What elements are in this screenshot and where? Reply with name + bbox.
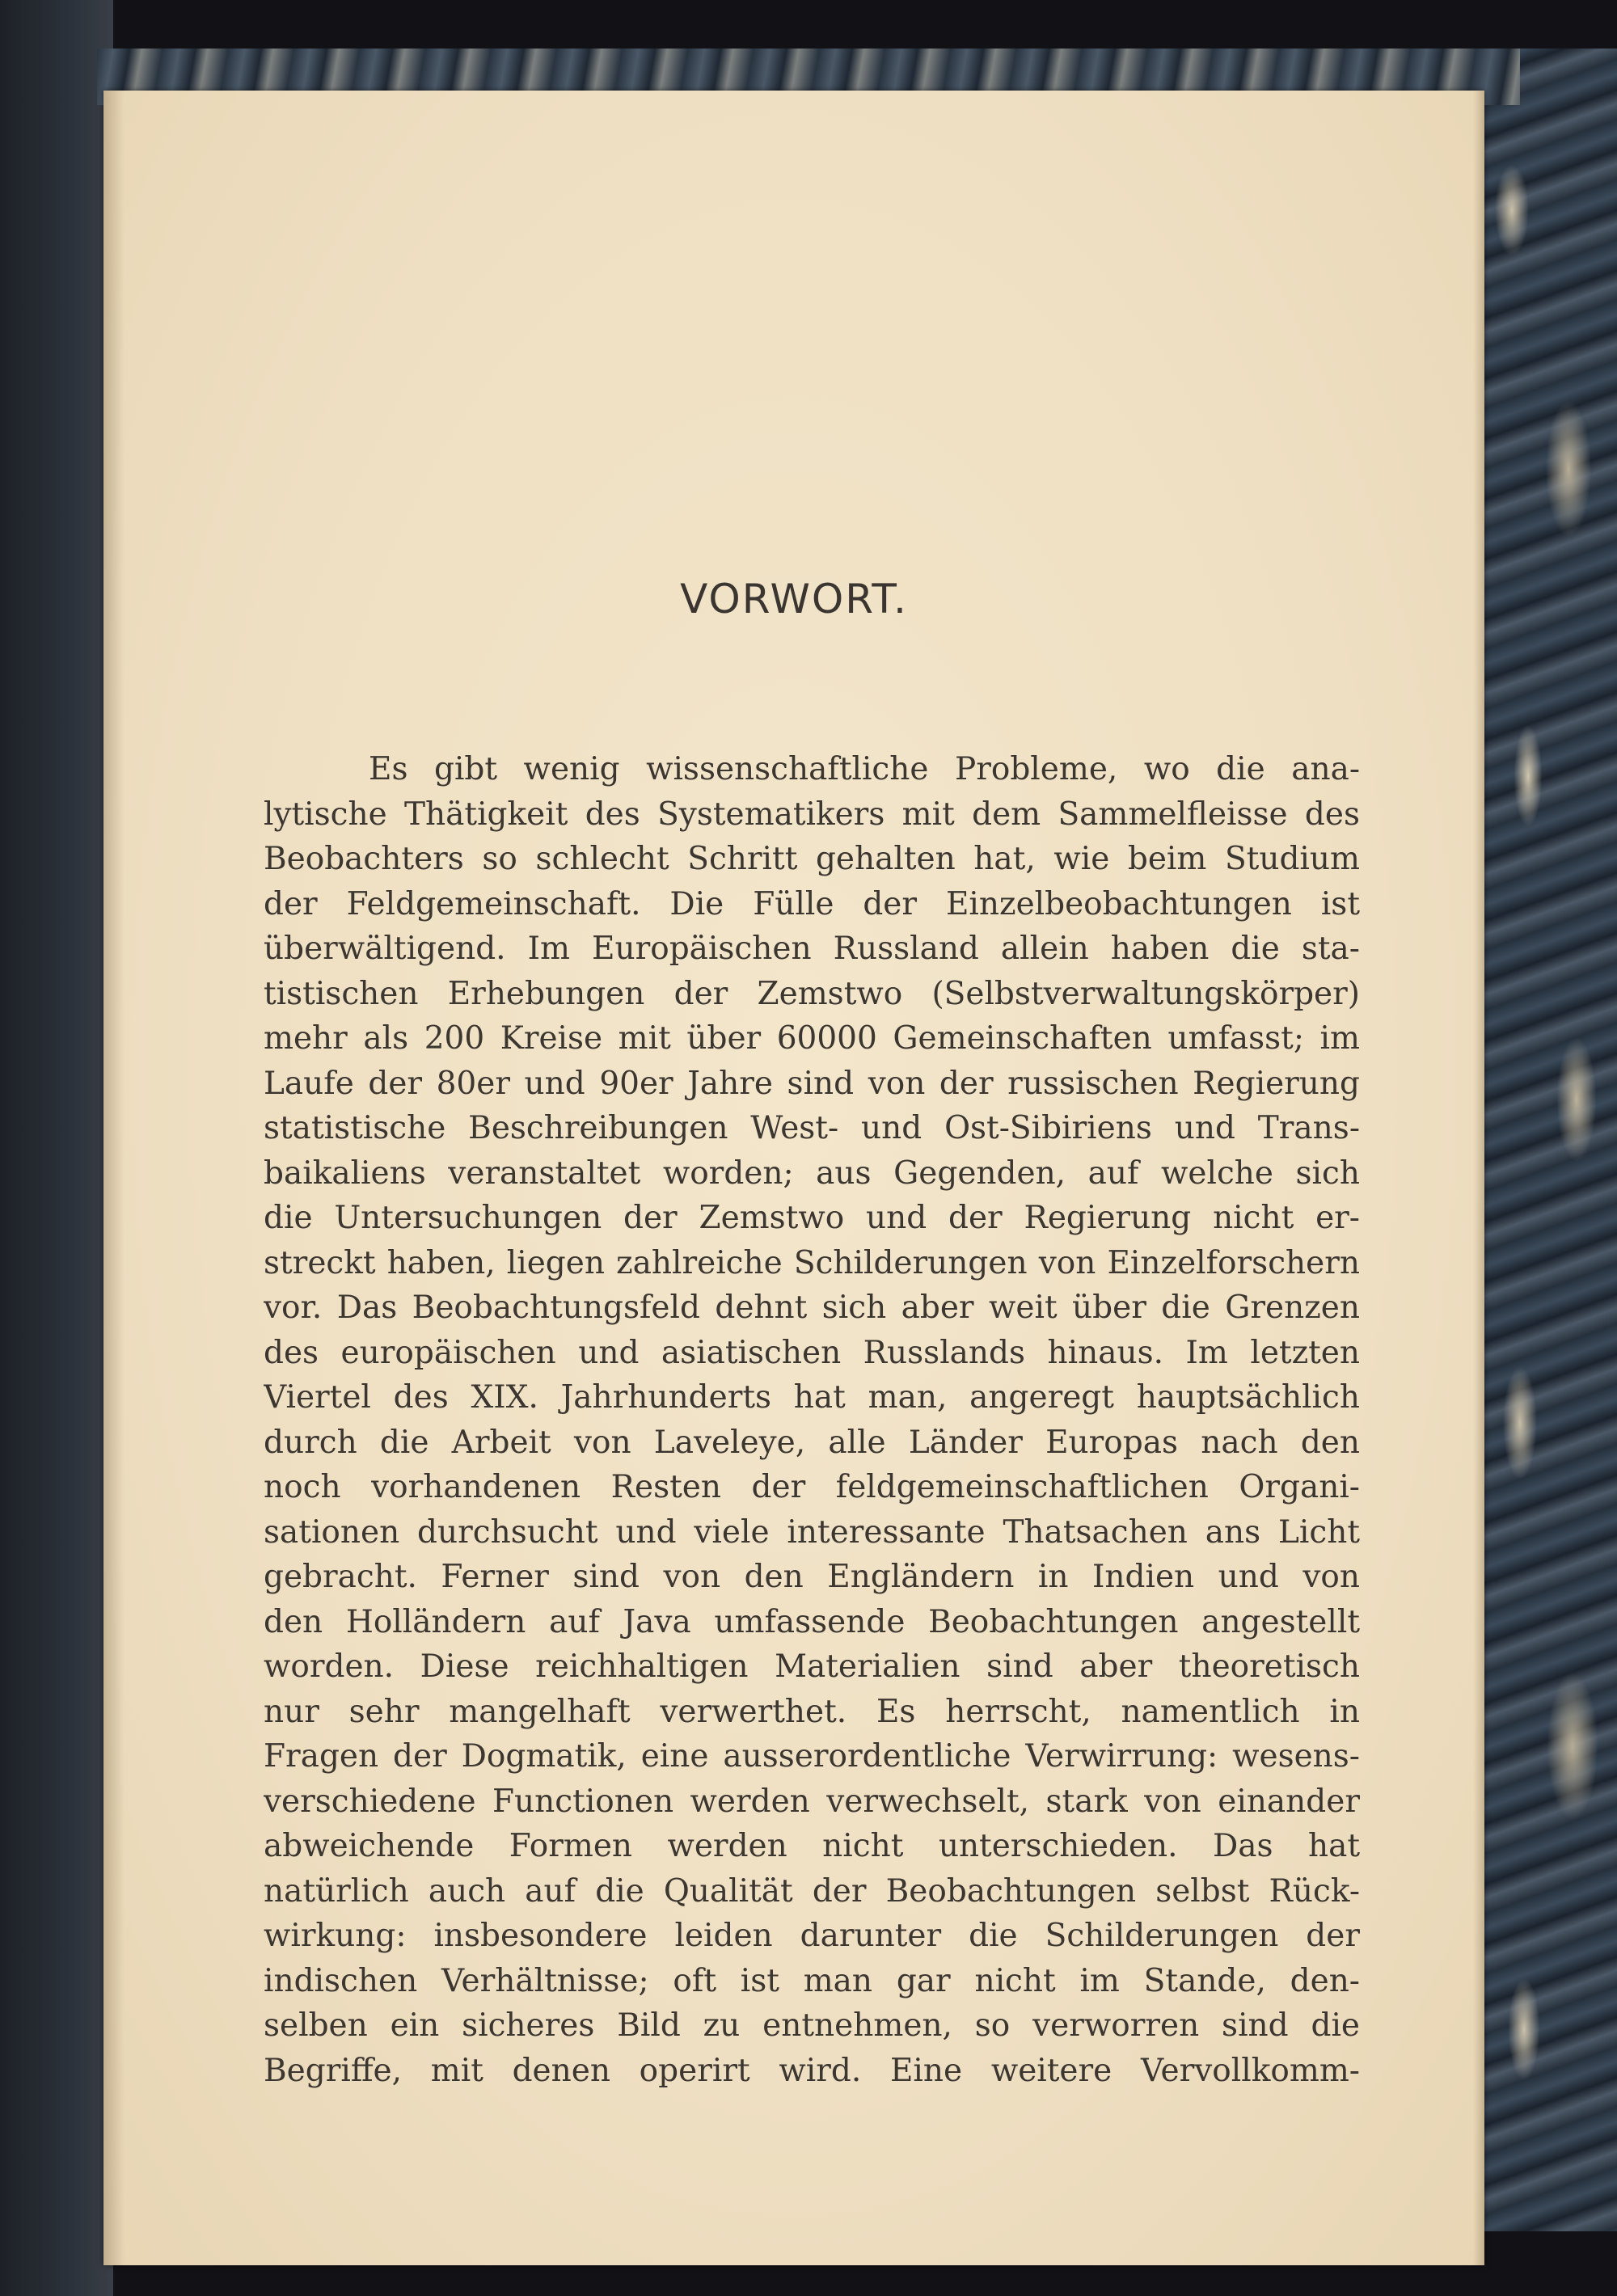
page-gutter-shadow [103, 91, 125, 2265]
text-line: Laufe der 80er und 90er Jahre sind von der russischen Regierung [264, 1065, 1360, 1102]
text-line: Viertel des XIX. Jahrhunderts hat man, angeregt hauptsächlich [264, 1379, 1360, 1416]
text-line: sationen durchsucht und viele interessante Thatsachen ans Licht [264, 1513, 1360, 1551]
page-edge [1473, 91, 1484, 2265]
text-line: tistischen Erhebungen der Zemstwo (Selbstverwaltungskörper) [264, 975, 1360, 1012]
text-line: des europäischen und asiatischen Russlands hinaus. Im letzten [264, 1334, 1360, 1371]
body-paragraph [264, 747, 1360, 2093]
text-line: Es gibt wenig wissenschaftliche Probleme, wo die ana- [369, 751, 1360, 787]
book-cover-edge [0, 0, 113, 2296]
text-line: indischen Verhältnisse; oft ist man gar nicht im Stande, den- [264, 1962, 1360, 1999]
text-line: natürlich auch auf die Qualität der Beobachtungen selbst Rück- [264, 1872, 1360, 1910]
text-line: durch die Arbeit von Laveleye, alle Länder Europas nach den [264, 1424, 1360, 1461]
marbled-endpaper [1480, 49, 1617, 2231]
text-line: selben ein sicheres Bild zu entnehmen, so verworren sind die [264, 2007, 1360, 2044]
text-line: streckt haben, liegen zahlreiche Schilderungen von Einzelforschern [264, 1244, 1360, 1281]
text-line: nur sehr mangelhaft verwerthet. Es herrscht, namentlich in [264, 1693, 1360, 1730]
text-line: statistische Beschreibungen West- und Ost-Sibiriens und Trans- [264, 1110, 1360, 1146]
text-line: wirkung: insbesondere leiden darunter die Schilderungen der [264, 1918, 1360, 1954]
text-line: den Holländern auf Java umfassende Beobachtungen angestellt [264, 1603, 1360, 1640]
text-line: Fragen der Dogmatik, eine ausserordentliche Verwirrung: wesens- [264, 1738, 1360, 1775]
paper-page [103, 91, 1484, 2265]
text-line: die Untersuchungen der Zemstwo und der Regierung nicht er- [264, 1200, 1360, 1236]
text-line: noch vorhandenen Resten der feldgemeinschaftlichen Organi- [264, 1469, 1360, 1505]
text-line: Beobachters so schlecht Schritt gehalten hat, wie beim Studium [264, 841, 1360, 877]
text-line: verschiedene Functionen werden verwechselt, stark von einander [264, 1783, 1360, 1820]
text-line: vor. Das Beobachtungsfeld dehnt sich aber weit über die Grenzen [264, 1289, 1360, 1326]
text-line: gebracht. Ferner sind von den Engländern in Indien und von [264, 1559, 1360, 1595]
text-line: worden. Diese reichhaltigen Materialien sind aber theoretisch [264, 1648, 1360, 1685]
text-line: lytische Thätigkeit des Systematikers mit dem Sammelfleisse des [264, 796, 1360, 833]
text-line: mehr als 200 Kreise mit über 60000 Gemeinschaften umfasst; im [264, 1020, 1360, 1057]
text-line: Begriffe, mit denen operirt wird. Eine weitere Vervollkomm- [264, 2052, 1360, 2089]
text-line: abweichende Formen werden nicht unterschieden. Das hat [264, 1828, 1360, 1864]
text-line: überwältigend. Im Europäischen Russland allein haben die sta- [264, 931, 1360, 967]
page-heading: VORWORT. [680, 576, 908, 623]
text-line: baikaliens veranstaltet worden; aus Gegenden, auf welche sich [264, 1154, 1360, 1192]
text-line: der Feldgemeinschaft. Die Fülle der Einzelbeobachtungen ist [264, 885, 1360, 922]
